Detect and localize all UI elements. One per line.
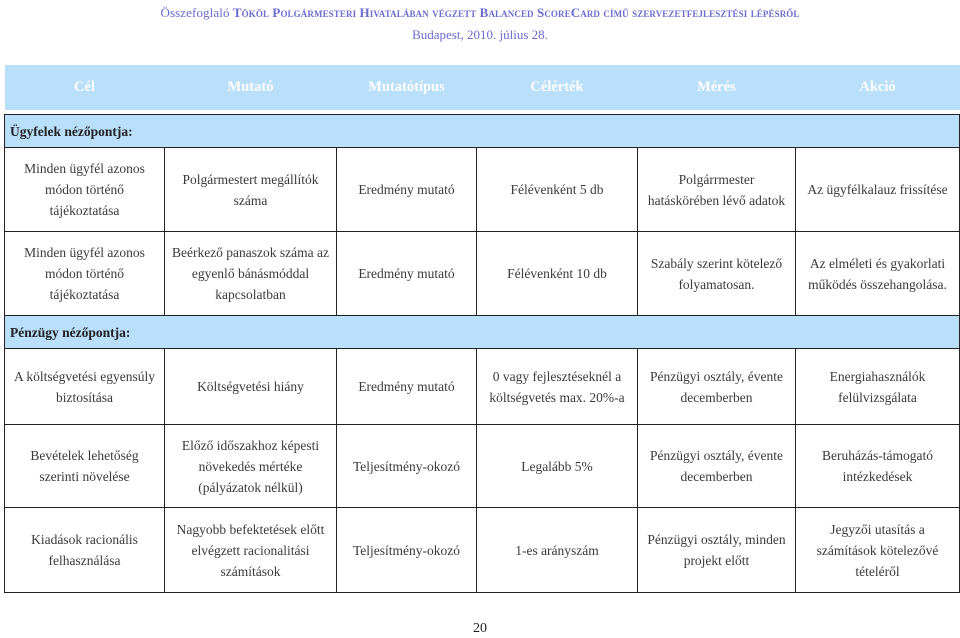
table-cell: Nagyobb befektetések előtt elvégzett racionalitási számítások [165, 508, 337, 593]
page-number: 20 [473, 621, 487, 636]
bsc-table [4, 65, 960, 593]
table-header-row [5, 65, 960, 110]
section-title: Ügyfelek nézőpontja: [5, 115, 960, 148]
table-cell: Költségvetési hiány [165, 349, 337, 425]
table-cell: Legalább 5% [477, 425, 638, 508]
table-row [5, 425, 960, 508]
table-cell: A költségvetési egyensúly biztosítása [5, 349, 165, 425]
table-row [5, 349, 960, 425]
table-cell: Félévenként 5 db [477, 148, 638, 232]
column-header: Akció [796, 65, 960, 110]
column-header: Mutató [165, 65, 337, 110]
table-cell: Beérkező panaszok száma az egyenlő bánásmóddal kapcsolatban [165, 232, 337, 316]
document-header-title [0, 5, 960, 21]
table-cell: Félévenként 10 db [477, 232, 638, 316]
table-cell: Polgárrmester hatáskörében lévő adatok [638, 148, 796, 232]
table-cell: Bevételek lehetőség szerinti növelése [5, 425, 165, 508]
table-cell: Minden ügyfél azonos módon történő tájékoztatása [5, 148, 165, 232]
table-cell: Jegyzői utasítás a számítások kötelezővé tételéről [796, 508, 960, 593]
column-header: Mérés [638, 65, 796, 110]
table-cell: Energiahasználók felülvizsgálata [796, 349, 960, 425]
section-header [5, 316, 960, 349]
table-row [5, 508, 960, 593]
table-cell: Eredmény mutató [337, 349, 477, 425]
table-cell: Kiadások racionális felhasználása [5, 508, 165, 593]
section-title: Pénzügy nézőpontja: [5, 316, 960, 349]
column-header: Mutatótípus [337, 65, 477, 110]
table-cell: Teljesítmény-okozó [337, 425, 477, 508]
table-cell: Pénzügyi osztály, évente decemberben [638, 425, 796, 508]
table-cell: 1-es arányszám [477, 508, 638, 593]
table-cell: Teljesítmény-okozó [337, 508, 477, 593]
table-cell: Pénzügyi osztály, évente decemberben [638, 349, 796, 425]
header-title: Tököl Polgármesteri Hivatalában végzett Balanced ScoreCard című szervezetfejlesztési lépésről [232, 5, 800, 20]
section-header [5, 115, 960, 148]
header-prefix: Összefoglaló [160, 5, 230, 20]
column-header: Célérték [477, 65, 638, 110]
table-row [5, 148, 960, 232]
table-cell: Előző időszakhoz képesti növekedés mértéke (pályázatok nélkül) [165, 425, 337, 508]
table-cell: Eredmény mutató [337, 232, 477, 316]
table-cell: Szabály szerint kötelező folyamatosan. [638, 232, 796, 316]
column-header: Cél [5, 65, 165, 110]
table-cell: Az ügyfélkalauz frissítése [796, 148, 960, 232]
table-cell: Pénzügyi osztály, minden projekt előtt [638, 508, 796, 593]
table-cell: Az elméleti és gyakorlati működés összehangolása. [796, 232, 960, 316]
table-cell: Beruházás-támogató intézkedések [796, 425, 960, 508]
table-cell: 0 vagy fejlesztéseknél a költségvetés max. 20%-a [477, 349, 638, 425]
table-cell: Eredmény mutató [337, 148, 477, 232]
document-header-date: Budapest, 2010. július 28. [412, 27, 548, 42]
table-cell: Polgármestert megállítók száma [165, 148, 337, 232]
table-cell: Minden ügyfél azonos módon történő tájékoztatása [5, 232, 165, 316]
table-row [5, 232, 960, 316]
